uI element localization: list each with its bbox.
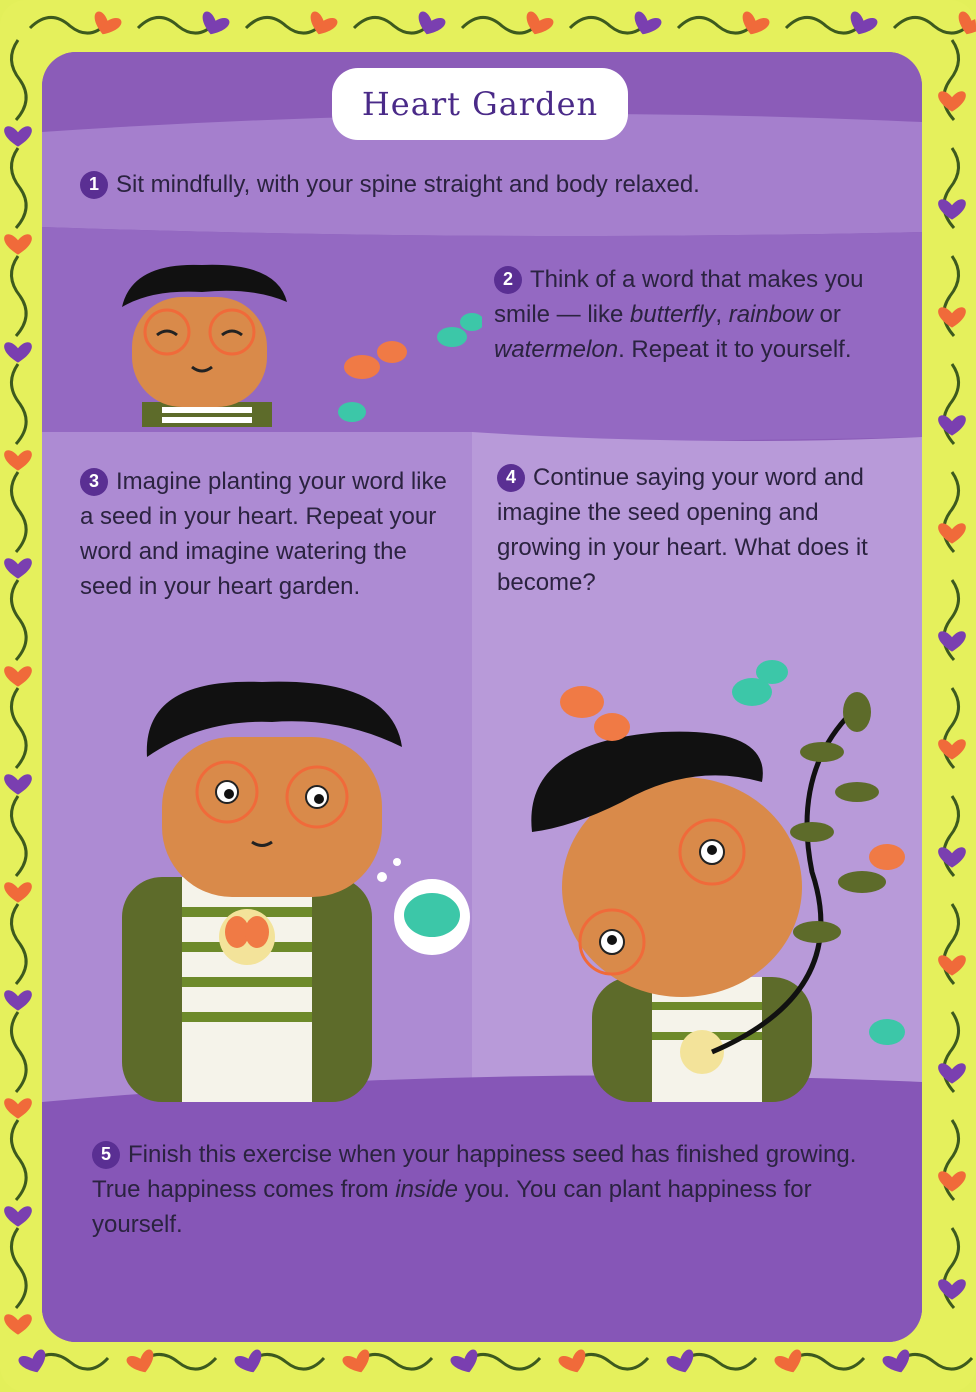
step-text: Continue saying your word and imagine the seed opening and growing in your heart. What does it become?	[497, 464, 868, 596]
butterfly-icon	[732, 660, 788, 706]
butterfly-icon	[869, 1019, 905, 1045]
boy-closed-eyes-illustration	[102, 257, 482, 427]
heart-icon	[4, 1206, 32, 1226]
heart-icon	[17, 1348, 50, 1377]
heart-icon	[846, 10, 879, 39]
step-text: you. You can plant happiness for yourself.	[92, 1176, 812, 1238]
step-number: 2	[494, 266, 522, 294]
heart-icon	[938, 199, 966, 219]
heart-icon	[125, 1348, 158, 1377]
heart-icon	[4, 126, 32, 146]
heart-icon	[233, 1348, 266, 1377]
heart-icon	[954, 10, 976, 39]
heart-icon	[938, 739, 966, 759]
heart-icon	[938, 523, 966, 543]
heart-icon	[4, 234, 32, 254]
step-4	[497, 460, 877, 600]
step-word-watermelon: watermelon	[494, 336, 619, 363]
step-number: 4	[497, 464, 525, 492]
heart-icon	[938, 1279, 966, 1299]
page-title: Heart Garden	[361, 85, 599, 123]
step-text: Sit mindfully, with your spine straight and body relaxed.	[116, 171, 700, 198]
step-text: or	[812, 301, 841, 328]
title-pill	[332, 68, 628, 140]
step-5	[92, 1137, 872, 1242]
heart-icon	[938, 415, 966, 435]
boy-planting-illustration	[112, 677, 472, 1102]
heart-icon	[557, 1348, 590, 1377]
butterfly-icon	[560, 686, 630, 741]
heart-icon	[665, 1348, 698, 1377]
step-3	[80, 464, 450, 604]
heart-icon	[938, 1171, 966, 1191]
step-2	[494, 262, 874, 367]
heart-icon	[938, 955, 966, 975]
heart-icon	[4, 1098, 32, 1118]
step-text: Think of a word that makes you smile — like	[494, 266, 864, 328]
butterfly-icon	[869, 844, 905, 870]
heart-icon	[4, 558, 32, 578]
step-1	[80, 167, 900, 202]
heart-icon	[306, 10, 339, 39]
heart-icon	[522, 10, 555, 39]
heart-icon	[4, 342, 32, 362]
step-text: . Repeat it to yourself.	[618, 336, 852, 363]
heart-icon	[938, 847, 966, 867]
heart-icon	[198, 10, 231, 39]
butterfly-icon	[344, 341, 407, 379]
step-text: ,	[715, 301, 729, 328]
heart-icon	[449, 1348, 482, 1377]
step-number: 3	[80, 468, 108, 496]
heart-icon	[881, 1348, 914, 1377]
heart-icon	[414, 10, 447, 39]
heart-icon	[630, 10, 663, 39]
heart-icon	[4, 666, 32, 686]
heart-icon	[4, 882, 32, 902]
butterfly-icon	[338, 402, 366, 422]
step-number: 5	[92, 1141, 120, 1169]
boy-growing-vine-illustration	[512, 612, 917, 1102]
heart-icon	[938, 1063, 966, 1083]
heart-icon	[4, 774, 32, 794]
heart-icon	[938, 631, 966, 651]
heart-icon	[738, 10, 771, 39]
heart-icon	[773, 1348, 806, 1377]
heart-icon	[938, 91, 966, 111]
heart-icon	[341, 1348, 374, 1377]
heart-icon	[938, 307, 966, 327]
heart-icon	[4, 1314, 32, 1334]
heart-icon	[90, 10, 123, 39]
step-word-butterfly: butterfly	[630, 301, 716, 328]
step-text: Finish this exercise when your happiness seed has finished growing. True happiness comes from	[92, 1141, 857, 1203]
step-number: 1	[80, 171, 108, 199]
activity-panel	[42, 52, 922, 1342]
thought-cloud-icon	[377, 858, 470, 955]
heart-icon	[4, 990, 32, 1010]
step-word-rainbow: rainbow	[728, 301, 813, 328]
heart-icon	[4, 450, 32, 470]
step-text: Imagine planting your word like a seed in your heart. Repeat your word and imagine watering the seed in your heart garden.	[80, 468, 447, 600]
step-word-inside: inside	[395, 1176, 458, 1203]
butterfly-icon	[437, 313, 482, 347]
